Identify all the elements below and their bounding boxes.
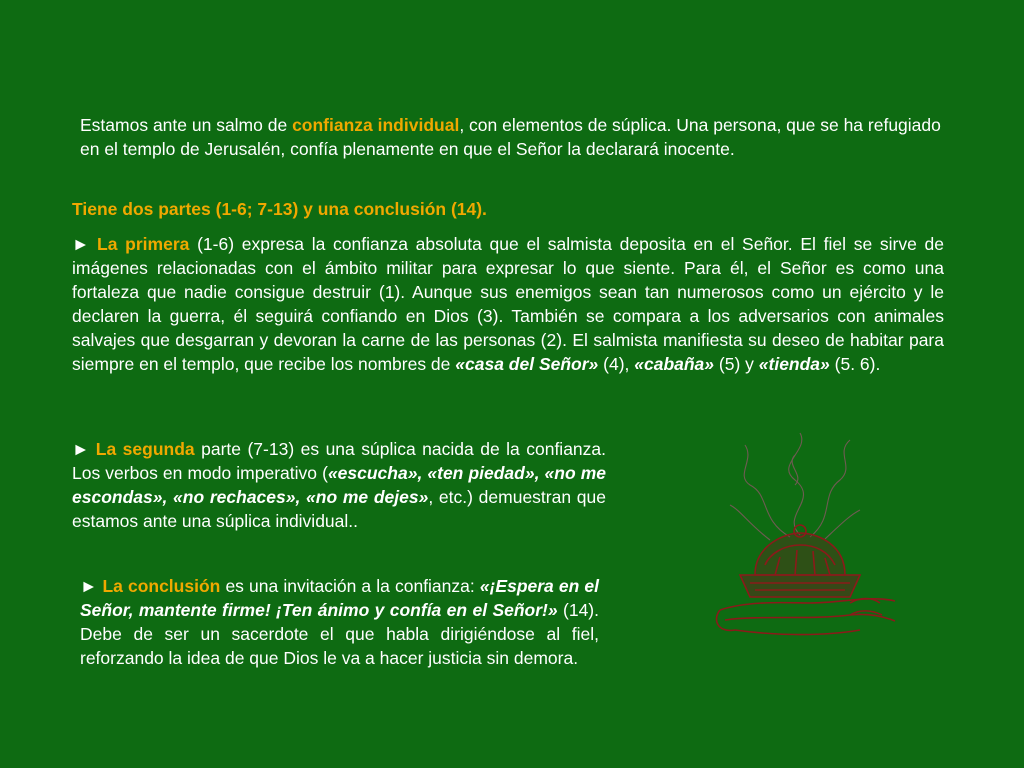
imperative-verbs: «escucha», «ten piedad», «no me escondas», «no rechaces», «no me dejes» <box>72 463 607 507</box>
first-part-text-3: (5) y <box>714 354 759 374</box>
conclusion-text-2: (14). Debe de ser un sacerdote el que habla dirigiéndose al fiel, reforzando la idea de que Dios le va a hacer justicia sin demora. <box>80 600 599 668</box>
first-part-text-2: (4), <box>598 354 635 374</box>
conclusion-highlight: La conclusión <box>102 576 221 596</box>
intro-text-end: , con elementos de súplica. Una persona, que se ha refugiado en el templo de Jerusalén, confía plenamente en que el Señor la declarará inocente. <box>80 115 941 159</box>
intro-highlight: confianza individual <box>292 115 460 135</box>
incense-burner-on-hand-icon <box>700 425 900 675</box>
conclusion-text: es una invitación a la confianza: <box>220 576 480 596</box>
second-part-paragraph <box>72 437 606 533</box>
quote-cabana: «cabaña» <box>634 354 715 374</box>
first-part-highlight: La primera <box>97 234 190 254</box>
bullet-marker: ► <box>80 576 103 596</box>
quote-casa: «casa del Señor» <box>455 354 599 374</box>
structure-heading: Tiene dos partes (1-6; 7-13) y una conclusión (14). <box>72 199 487 219</box>
first-part-text: (1-6) expresa la confianza absoluta que el salmista deposita en el Señor. El fiel se sirve de imágenes relacionadas con el ámbito militar para expresar lo que siente. Para él, el Señor es como una fortaleza que nadie consigue destruir (1). Aunque sus enemigos sean tan numerosos como un ejército y le declaren la guerra, él seguirá confiando en Dios (3). También se compara a los adversarios con animales salvajes que desgarran y devoran la carne de las personas (2). El salmista manifiesta su deseo de habitar para siempre en el templo, que recibe los nombres de <box>72 234 945 374</box>
second-part-text: parte (7-13) es una súplica nacida de la confianza. Los verbos en modo imperativo ( <box>72 439 607 483</box>
intro-paragraph <box>80 113 944 161</box>
quote-tienda: «tienda» <box>758 354 830 374</box>
conclusion-paragraph <box>80 574 599 670</box>
bullet-marker: ► <box>72 234 98 254</box>
second-part-highlight: La segunda <box>95 439 195 459</box>
conclusion-quote: «¡Espera en el Señor, mantente firme! ¡Ten ánimo y confía en el Señor!» <box>80 576 600 620</box>
intro-text: Estamos ante un salmo de <box>80 115 293 135</box>
bullet-marker: ► <box>72 439 96 459</box>
first-part-text-4: (5. 6). <box>829 354 881 374</box>
second-part-text-2: , etc.) demuestran que estamos ante una súplica individual.. <box>72 487 606 531</box>
first-part-paragraph <box>72 232 944 376</box>
